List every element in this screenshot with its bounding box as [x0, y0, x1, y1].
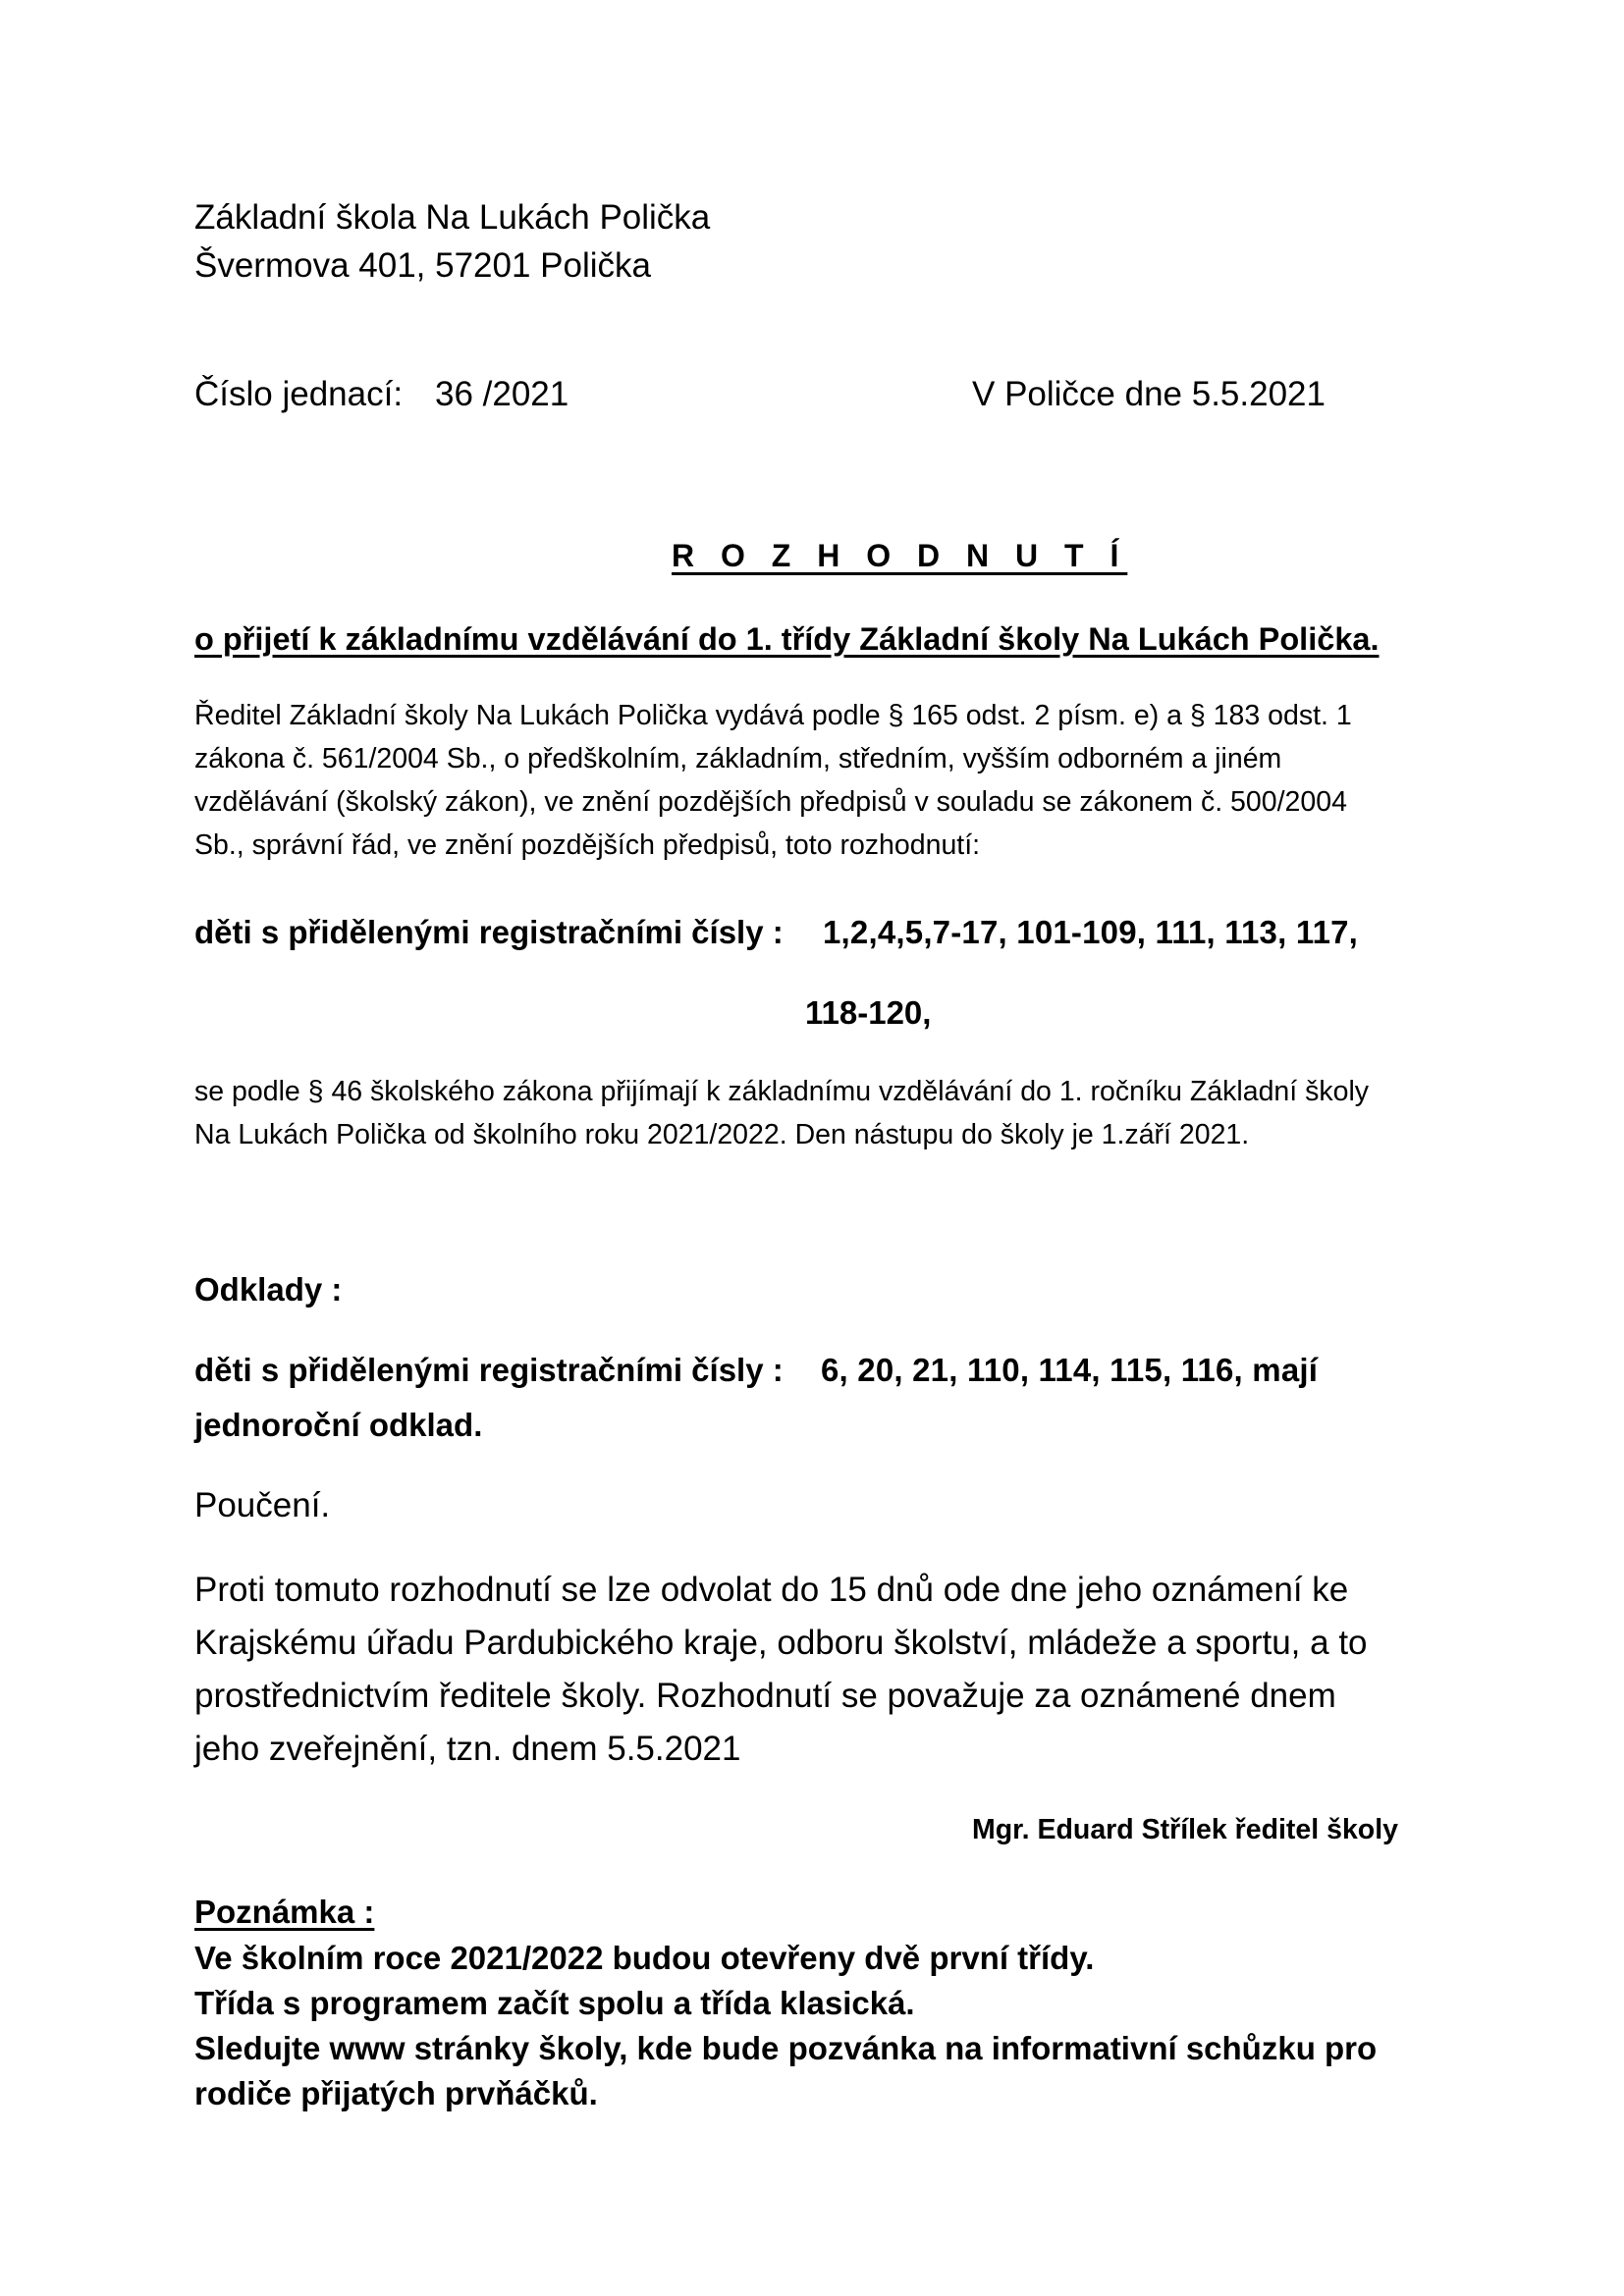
admission-paragraph — [194, 1070, 1369, 1156]
note-line: Ve školním roce 2021/2022 budou otevřeny dvě první třídy. — [194, 1940, 1095, 1976]
note-heading: Poznámka : — [194, 1894, 375, 1930]
reference-label: Číslo jednací: — [194, 375, 404, 413]
instruction-paragraph — [194, 1564, 1368, 1776]
intro-line: vzdělávání (školský zákon), ve znění pozdějších předpisů v souladu se zákonem č. 500/2004 — [194, 786, 1347, 818]
instruction-line: prostřednictvím ředitele školy. Rozhodnutí se považuje za oznámené dnem — [194, 1677, 1336, 1715]
note-line: Sledujte www stránky školy, kde bude pozvánka na informativní schůzku pro — [194, 2030, 1378, 2066]
instruction-line: jeho zveřejnění, tzn. dnem 5.5.2021 — [194, 1730, 741, 1768]
admission-line: se podle § 46 školského zákona přijímají k základnímu vzdělávání do 1. ročníku Základní školy — [194, 1076, 1370, 1107]
instruction-line: Proti tomuto rozhodnutí se lze odvolat do 15 dnů ode dne jeho oznámení ke — [194, 1571, 1349, 1609]
reference-number: 36 /2021 — [435, 375, 569, 413]
admitted-numbers-continued: 118-120, — [805, 994, 932, 1031]
instruction-heading: Poučení. — [194, 1486, 331, 1524]
intro-paragraph — [194, 694, 1352, 867]
place-date: V Poličce dne 5.5.2021 — [972, 375, 1326, 413]
intro-line: Sb., správní řád, ve znění pozdějších předpisů, toto rozhodnutí: — [194, 829, 981, 861]
decision-title: R O Z H O D N U T Í — [672, 538, 1128, 573]
signature: Mgr. Eduard Střílek ředitel školy — [972, 1814, 1398, 1845]
intro-line: Ředitel Základní školy Na Lukách Polička vydává podle § 165 odst. 2 písm. e) a § 183 odst. 1 — [194, 700, 1352, 731]
instruction-line: Krajskému úřadu Pardubického kraje, odboru školství, mládeže a sportu, a to — [194, 1624, 1368, 1662]
school-name: Základní škola Na Lukách Polička — [194, 198, 711, 237]
deferrals-label: děti s přidělenými registračními čísly : — [194, 1352, 784, 1388]
deferrals-continued: jednoroční odklad. — [194, 1407, 483, 1443]
school-address: Švermova 401, 57201 Polička — [194, 246, 651, 285]
admitted-numbers: 1,2,4,5,7-17, 101-109, 111, 113, 117, — [823, 914, 1359, 950]
deferrals-heading: Odklady : — [194, 1271, 343, 1308]
note-paragraph — [194, 1936, 1377, 2116]
admission-line: Na Lukách Polička od školního roku 2021/2022. Den nástupu do školy je 1.září 2021. — [194, 1119, 1250, 1150]
intro-line: zákona č. 561/2004 Sb., o předškolním, základním, středním, vyšším odborném a jiném — [194, 743, 1282, 774]
note-line: Třída s programem začít spolu a třída klasická. — [194, 1985, 915, 2021]
admitted-label: děti s přidělenými registračními čísly : — [194, 914, 784, 950]
deferrals-numbers: 6, 20, 21, 110, 114, 115, 116, mají — [821, 1352, 1319, 1388]
note-line: rodiče přijatých prvňáčků. — [194, 2075, 598, 2111]
decision-subtitle: o přijetí k základnímu vzdělávání do 1. třídy Základní školy Na Lukách Polička. — [194, 621, 1380, 657]
